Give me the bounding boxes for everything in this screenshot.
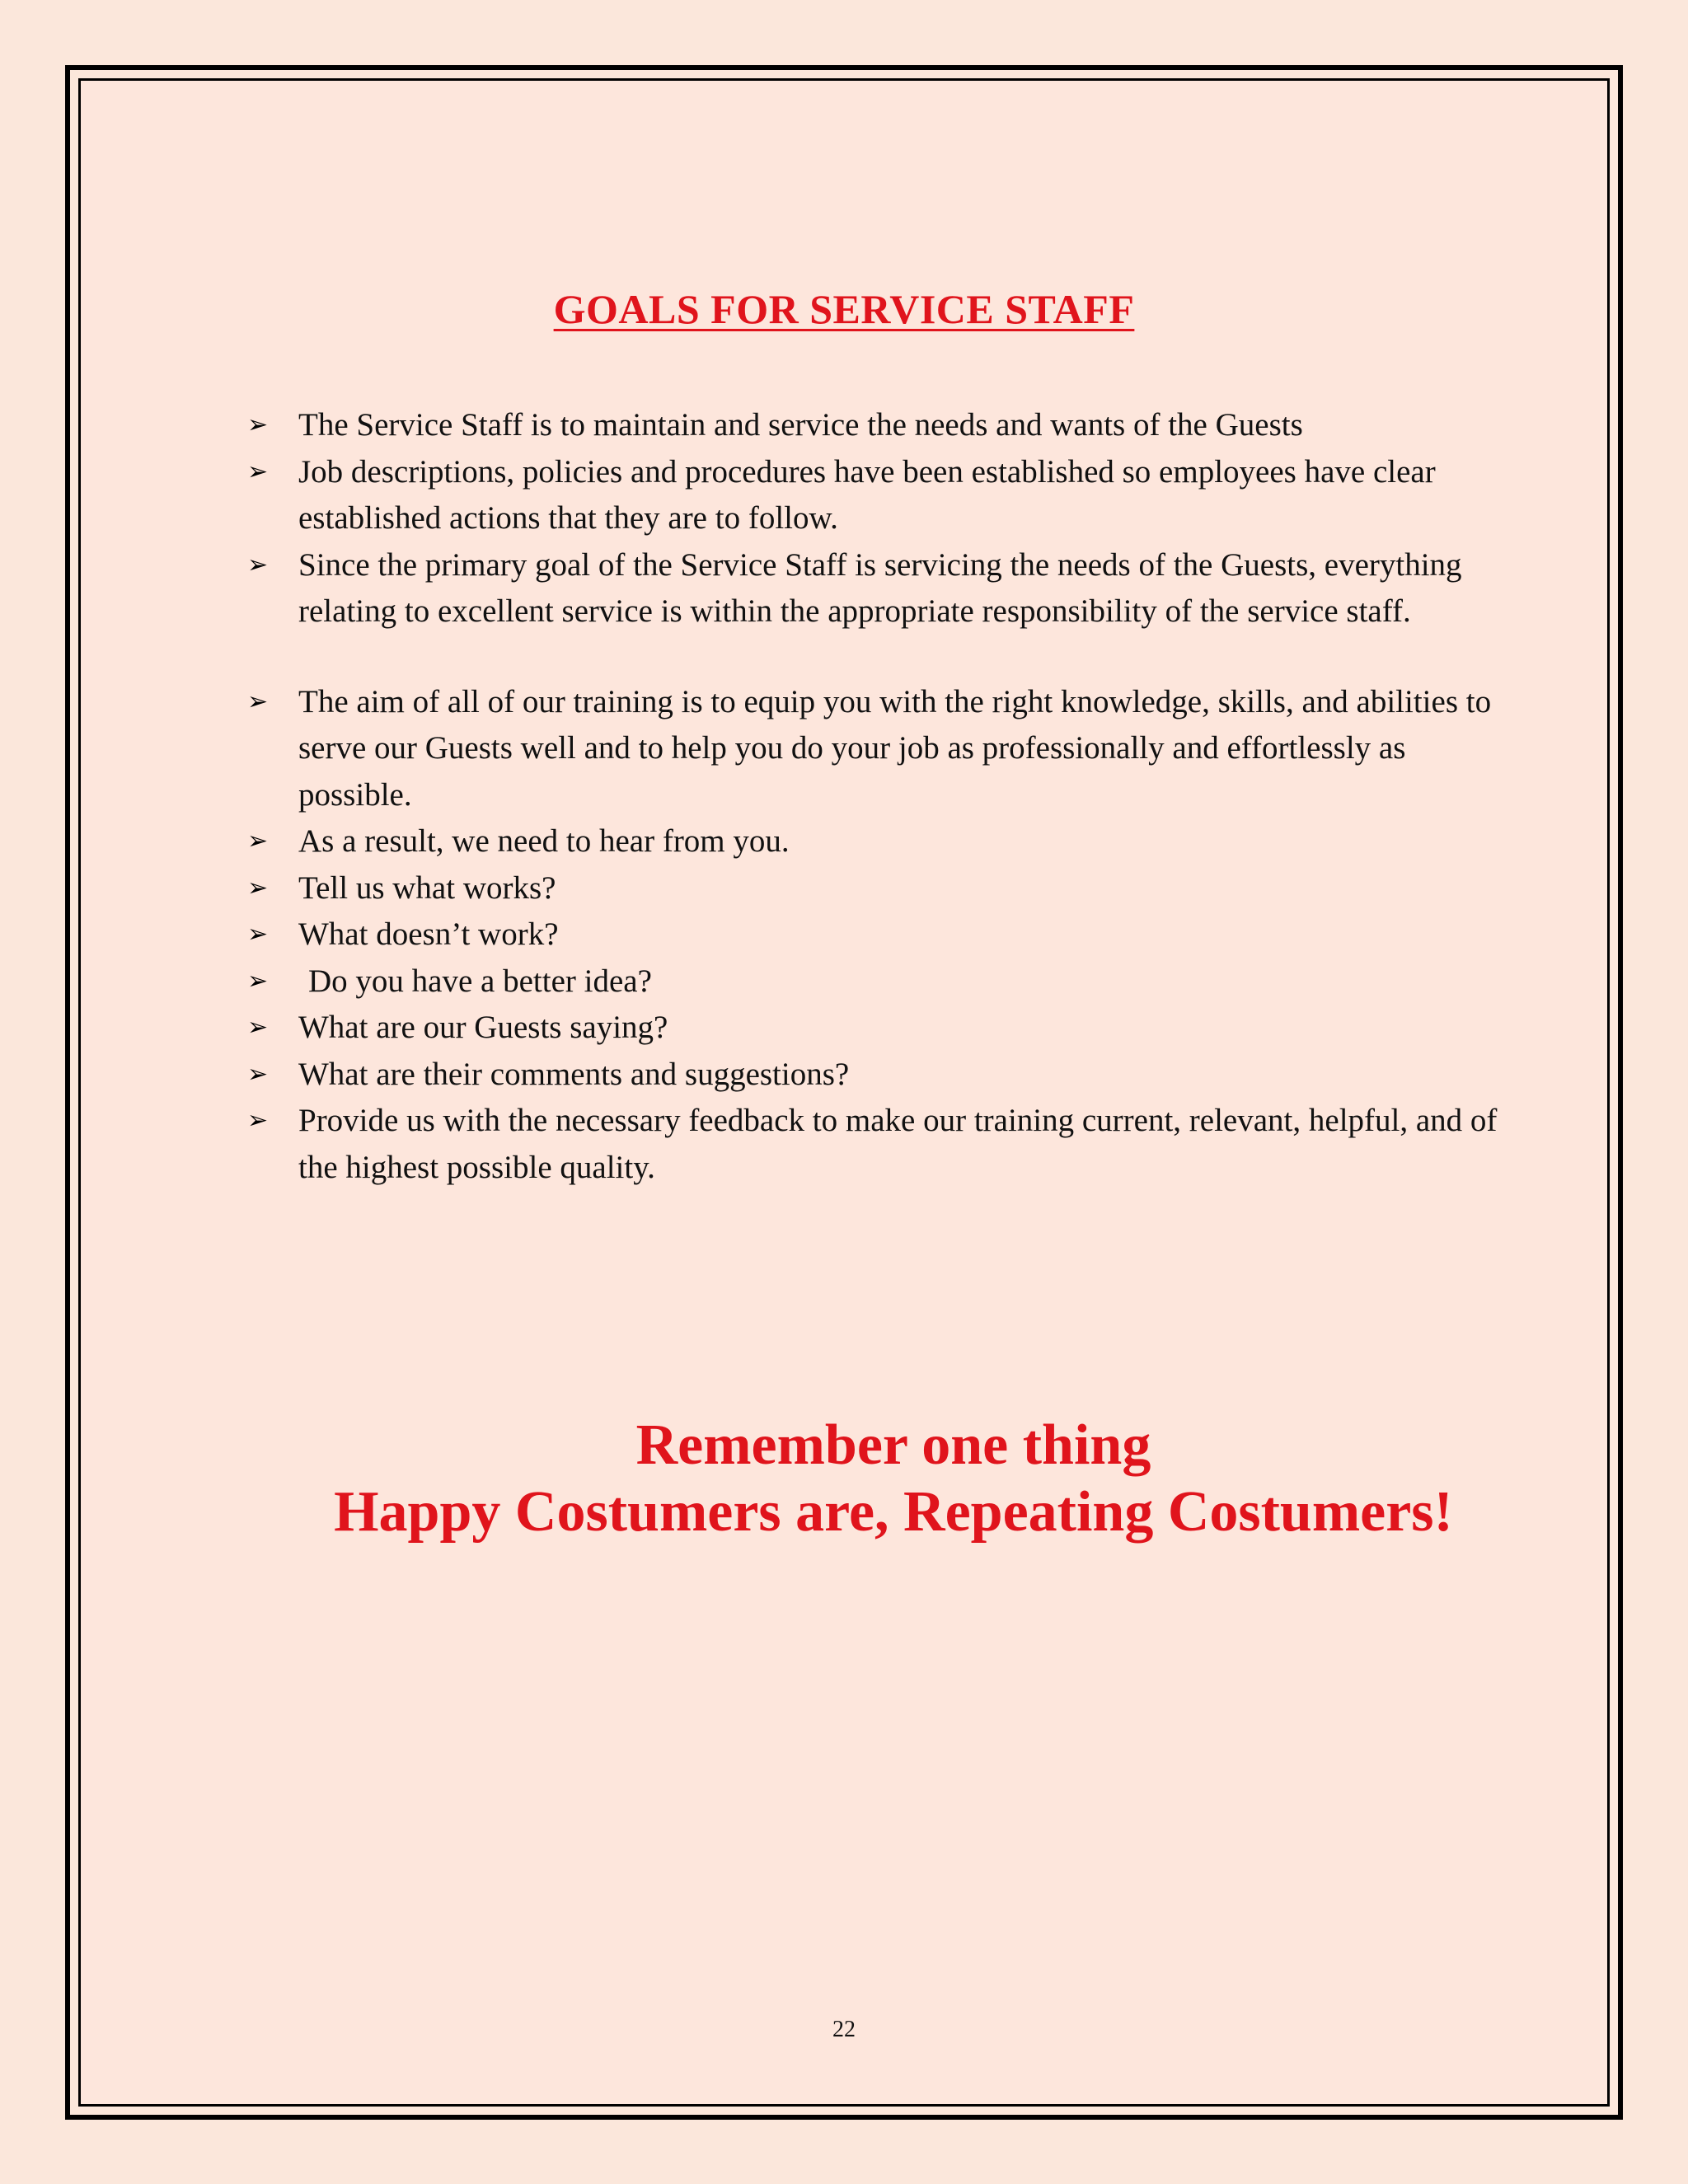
- page-title: GOALS FOR SERVICE STAFF: [553, 286, 1135, 332]
- arrowhead-bullet-icon: ➢: [247, 410, 269, 439]
- list-item-text: Since the primary goal of the Service Staff is servicing the needs of the Guests, everything relating to excellent service is within the appropriate responsibility of the service staff.: [298, 546, 1462, 629]
- arrowhead-bullet-icon: ➢: [247, 550, 269, 579]
- closing-line-2: Happy Costumers are, Repeating Costumers!: [334, 1480, 1453, 1544]
- list-item-text: Job descriptions, policies and procedures have been established so employees have clear established actions that they are to follow.: [298, 453, 1436, 536]
- arrowhead-bullet-icon: ➢: [247, 457, 269, 486]
- list-item: [247, 1098, 1500, 1191]
- arrowhead-bullet-icon: ➢: [247, 1106, 269, 1135]
- list-item: [247, 958, 1500, 1005]
- list-item: [247, 679, 1500, 819]
- list-item: [247, 912, 1500, 958]
- arrowhead-bullet-icon: ➢: [247, 687, 269, 716]
- list-item: [247, 1052, 1500, 1099]
- arrowhead-bullet-icon: ➢: [247, 1059, 269, 1089]
- page-number: 22: [832, 2017, 856, 2042]
- list-item-text: Do you have a better idea?: [308, 963, 652, 999]
- list-item: [247, 449, 1500, 542]
- arrowhead-bullet-icon: ➢: [247, 966, 269, 996]
- list-item: [247, 1005, 1500, 1052]
- goals-list: [247, 402, 1500, 1191]
- list-item: [247, 402, 1500, 449]
- closing-line-1: Remember one thing: [635, 1413, 1151, 1477]
- list-item: [247, 542, 1500, 635]
- list-item-text: The aim of all of our training is to equip you with the right knowledge, skills, and abilities to serve our Guests well and to help you do your job as professionally and effortlessly as possible.: [298, 683, 1492, 813]
- list-item-text: Tell us what works?: [298, 869, 556, 906]
- arrowhead-bullet-icon: ➢: [247, 1013, 269, 1042]
- arrowhead-bullet-icon: ➢: [247, 920, 269, 949]
- list-item-text: What doesn’t work?: [298, 916, 559, 952]
- list-item-text: What are our Guests saying?: [298, 1010, 668, 1045]
- list-item-text: The Service Staff is to maintain and service the needs and wants of the Guests: [298, 407, 1303, 443]
- list-item-text: As a result, we need to hear from you.: [298, 823, 790, 859]
- list-item: [247, 865, 1500, 912]
- arrowhead-bullet-icon: ➢: [247, 873, 269, 902]
- list-item-text: What are their comments and suggestions?: [298, 1056, 850, 1092]
- list-item: [247, 818, 1500, 865]
- list-item-text: Provide us with the necessary feedback to make our training current, relevant, helpful, and of the highest possible quality.: [298, 1103, 1498, 1185]
- arrowhead-bullet-icon: ➢: [247, 827, 269, 855]
